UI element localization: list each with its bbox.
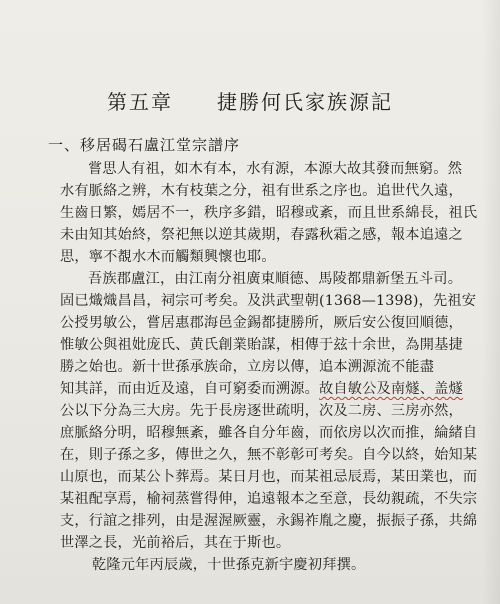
text-line: 支，行誼之排列，由是渥渥厥靈，永錫祚胤之慶，振振子孫，共綿 — [60, 513, 478, 529]
text-line: 吾族郡盧江，由江南分祖廣東順德、馬陵都鼎新堡五斗司。 — [88, 271, 463, 287]
text-line-highlight — [60, 378, 484, 400]
text-line: 公授男敏公，嘗居惠郡海邑金錫都捷勝所，厥后安公復回順德， — [60, 315, 463, 331]
text-line: 惟敏公與祖妣庞氏、黄氏創業貽謀，相傳于玆十余世，為開基捷 — [60, 337, 463, 353]
text-line: 在，則子孫之多，傳世之久，無不彰彰可考矣。自今以終，始知某 — [60, 447, 478, 463]
text-line: 某祖配享焉，榆祠蒸嘗得伸，追遠報本之至意，長幼親疏，不失宗 — [60, 491, 478, 507]
text-line: 庶脈絡分明，昭穆無紊，雖各自分年齒，而依房以次而推，綸緒自 — [60, 425, 478, 441]
text-line: 嘗思人有祖，如木有本，水有源，本源大故其發而無窮。然 — [88, 161, 463, 177]
page-edge-shadow — [482, 0, 500, 604]
text-line: 思，寧不覩水木而觸類興懷也耶。 — [60, 249, 276, 265]
text-line: 山原也，而某公卜葬焉。某日月也，而某祖忌辰焉，某田業也，而 — [60, 469, 478, 485]
text-line: 水有脈絡之辨，木有枝葉之分，祖有世系之序也。追世代久遠， — [60, 183, 463, 199]
text-line: 固已熾熾昌昌，祠宗可考矣。及洪武聖朝(1368—1398)，先祖安 — [60, 293, 477, 309]
text-line: 生齒日繁，嫣居不一，秩序多錯，昭穆或紊，而且世系綿長，祖氏 — [60, 205, 478, 221]
text-segment: 知其詳，而由近及遠，自可窮委而溯源。 — [60, 381, 319, 397]
chapter-title: 第五章 捷勝何氏家族源記 — [107, 90, 393, 114]
red-underlined-text: 故自敏公及南燧、盖燧 — [318, 381, 463, 397]
text-line: 世澤之長，光前裕后，其在于斯也。 — [60, 535, 291, 551]
text-line: 勝之始也。新十世孫承族命，立房以傳，追本溯源流不能盡 — [60, 359, 435, 375]
section-title: 一、移居碣石盧江堂宗譜序 — [48, 136, 241, 154]
text-line: 公以下分為三大房。先于長房逐世疏明，次及二房、三房亦然， — [60, 403, 463, 419]
body-text — [60, 158, 484, 576]
text-line: 未由知其始終，祭祀無以逆其歲期，春露秋霜之感，報本追遠之 — [60, 227, 463, 243]
signoff-line: 乾隆元年丙辰歲，十世孫克新宇慶初拜撰。 — [92, 557, 366, 573]
